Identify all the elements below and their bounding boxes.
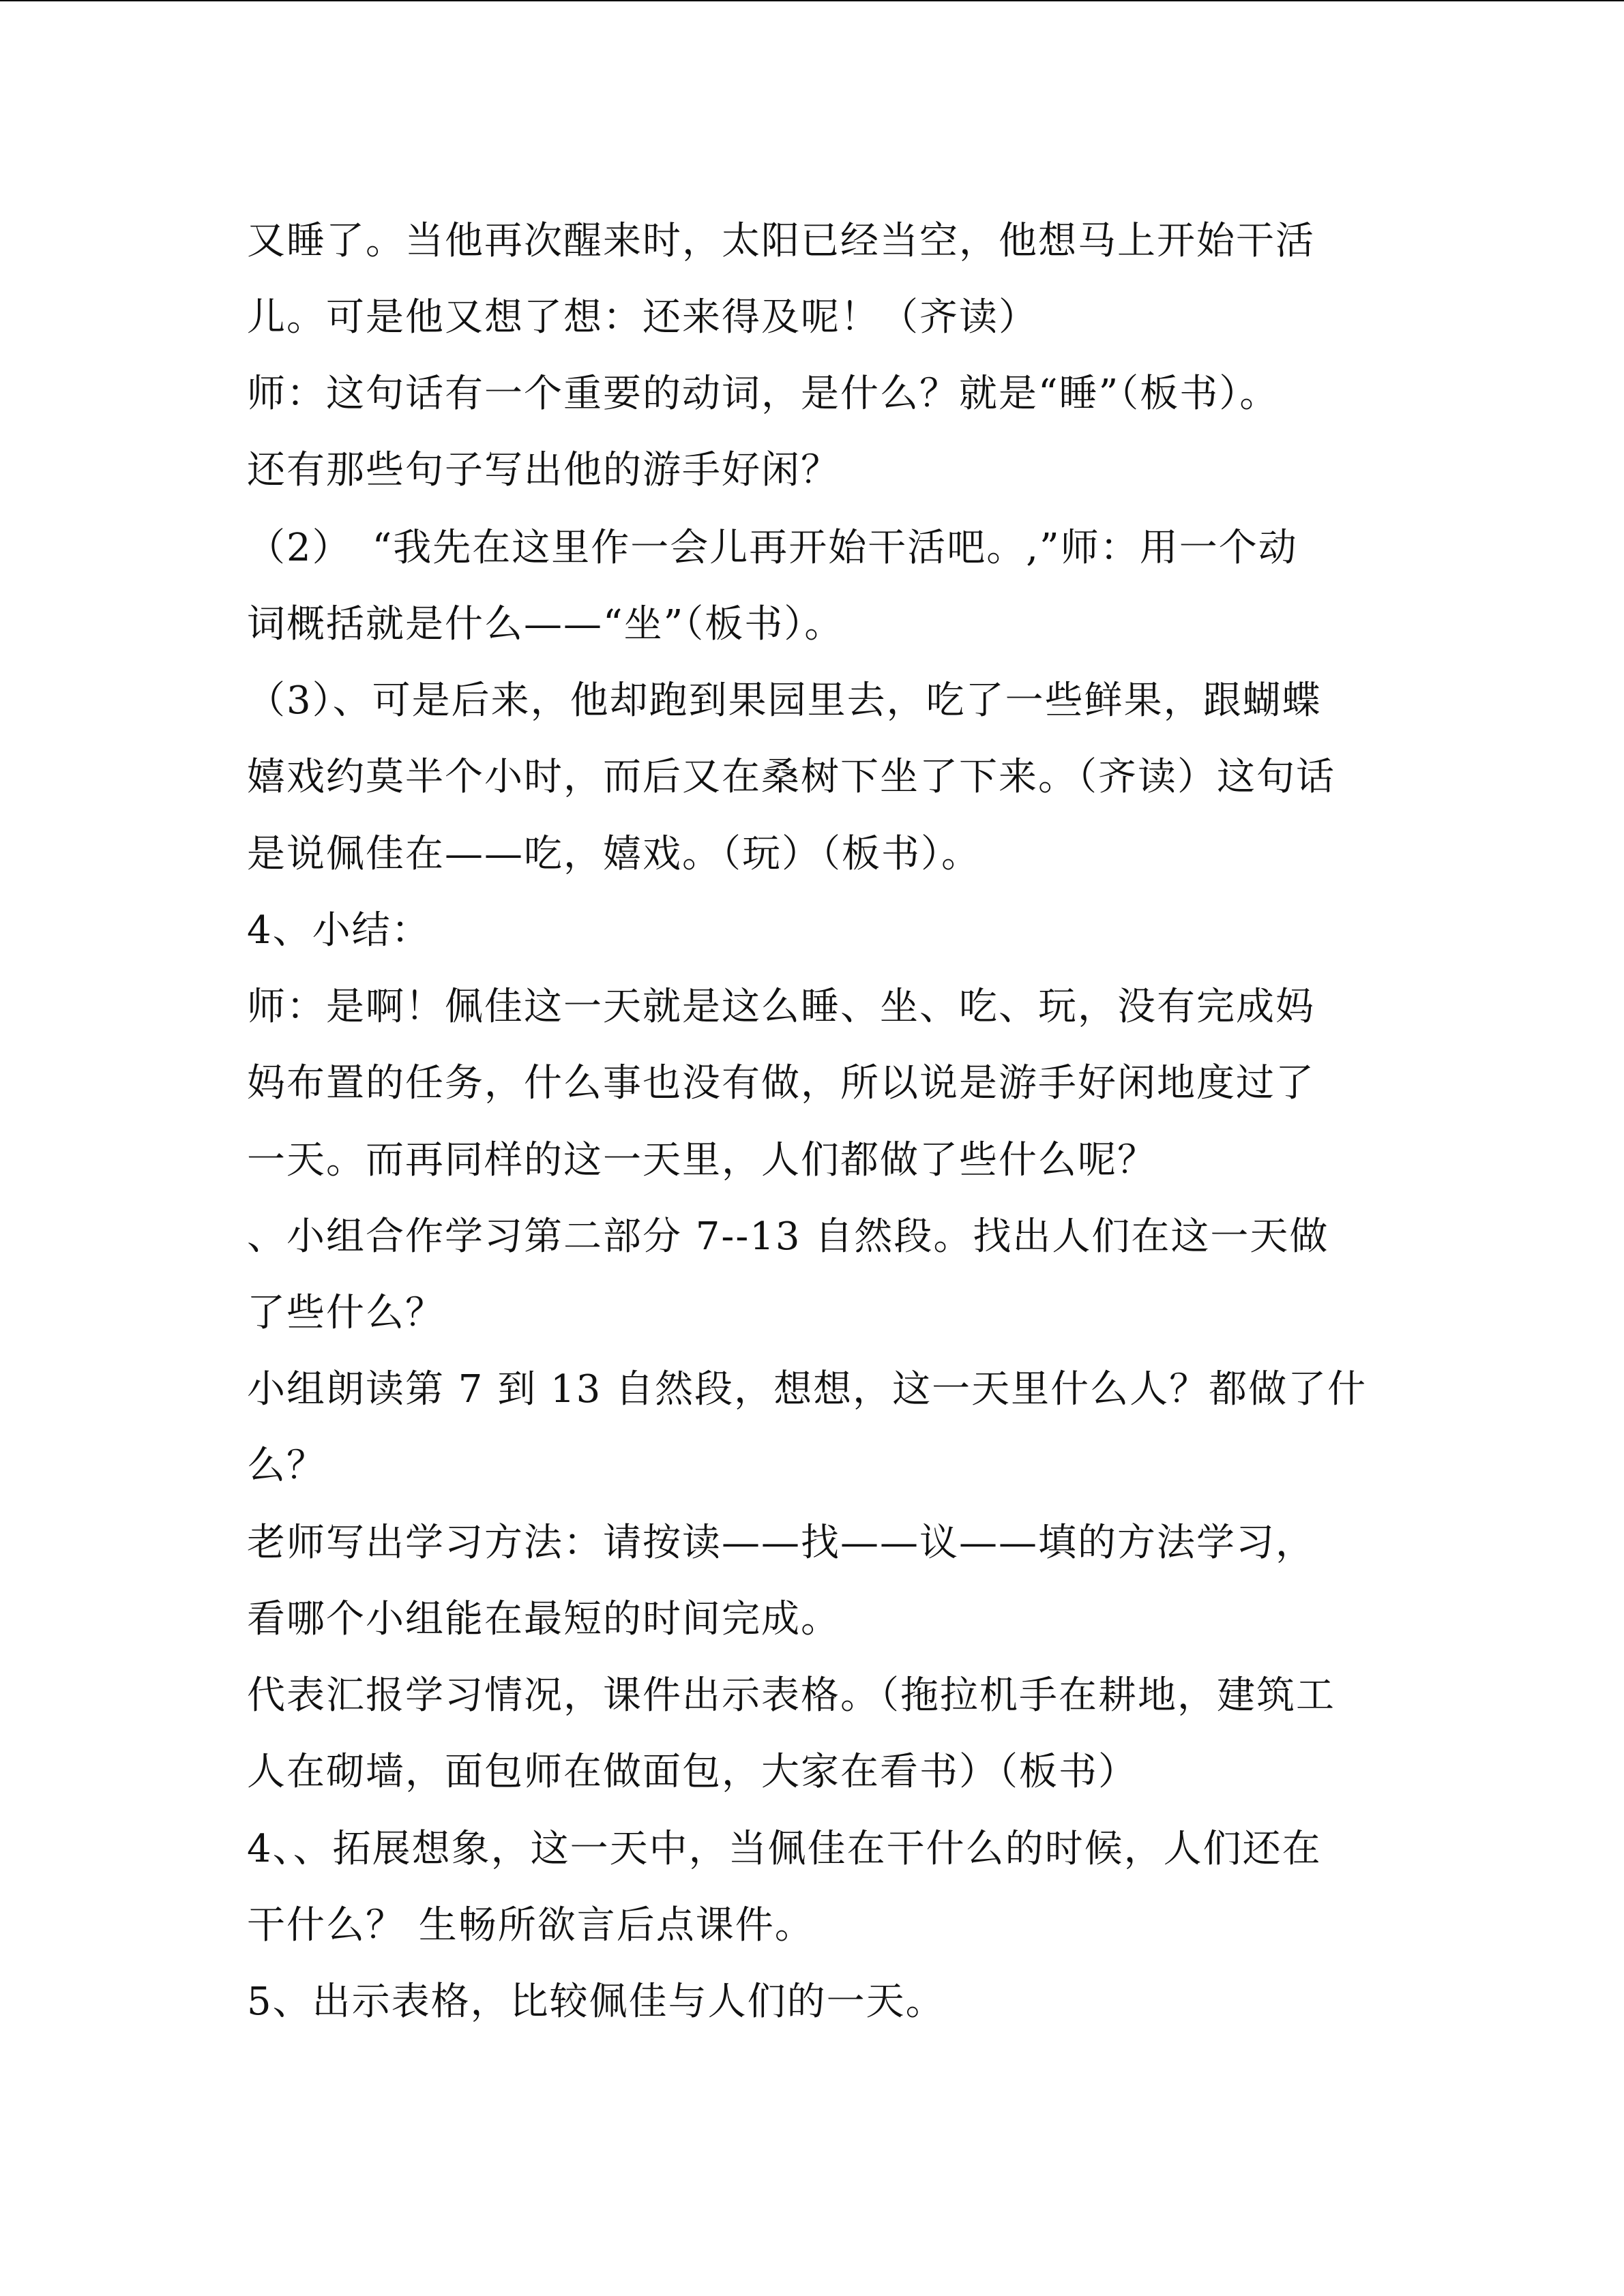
text-line-24: 5、出示表格，比较佩佳与人们的一天。 [247, 1980, 945, 2024]
text-line-11: 师：是啊！佩佳这一天就是这么睡、坐、吃、玩，没有完成妈 [247, 985, 1315, 1029]
text-line-20: 代表汇报学习情况，课件出示表格。（拖拉机手在耕地，建筑工 [247, 1673, 1335, 1718]
text-line-9: 是说佩佳在——吃，嬉戏。（玩）（板书）。 [247, 832, 981, 876]
text-line-3: 师：这句话有一个重要的动词，是什么？就是“睡”（板书）。 [247, 372, 1280, 416]
text-line-15: 了些什么？ [247, 1291, 445, 1335]
text-line-4: 还有那些句子写出他的游手好闲？ [247, 448, 840, 492]
text-line-14: 、小组合作学习第二部分 7--13 自然段。找出人们在这一天做 [247, 1214, 1329, 1259]
text-line-22: 4、、拓展想象，这一天中，当佩佳在干什么的时候，人们还在 [247, 1827, 1322, 1871]
text-line-23: 干什么？ 生畅所欲言后点课件。 [247, 1903, 814, 1948]
text-line-10: 4、小结： [247, 908, 431, 953]
text-line-17: 么？ [247, 1444, 326, 1488]
text-line-8: 嬉戏约莫半个小时，而后又在桑树下坐了下来。（齐读）这句话 [247, 755, 1335, 799]
text-line-2: 儿。可是他又想了想：还来得及呢！（齐读） [247, 295, 1038, 340]
text-line-6: 词概括就是什么——“坐”（板书）。 [247, 602, 844, 646]
text-line-21: 人在砌墙，面包师在做面包，大家在看书）（板书） [247, 1750, 1138, 1794]
text-line-12: 妈布置的任务，什么事也没有做，所以说是游手好闲地度过了 [247, 1061, 1315, 1105]
text-line-1: 又睡了。当他再次醒来时，太阳已经当空，他想马上开始干活 [247, 219, 1315, 263]
text-line-7: （3）、可是后来，他却跑到果园里去，吃了一些鲜果，跟蝴蝶 [247, 679, 1322, 723]
text-line-5: （2） “我先在这里作一会儿再开始干活吧。,”师：用一个动 [247, 526, 1298, 570]
text-line-19: 看哪个小组能在最短的时间完成。 [247, 1597, 840, 1641]
text-line-18: 老师写出学习方法：请按读——找——议——填的方法学习， [247, 1521, 1315, 1565]
text-line-16: 小组朗读第 7 到 13 自然段，想想，这一天里什么人？都做了什 [247, 1367, 1368, 1412]
text-line-13: 一天。而再同样的这一天里，人们都做了些什么呢？ [247, 1138, 1157, 1182]
